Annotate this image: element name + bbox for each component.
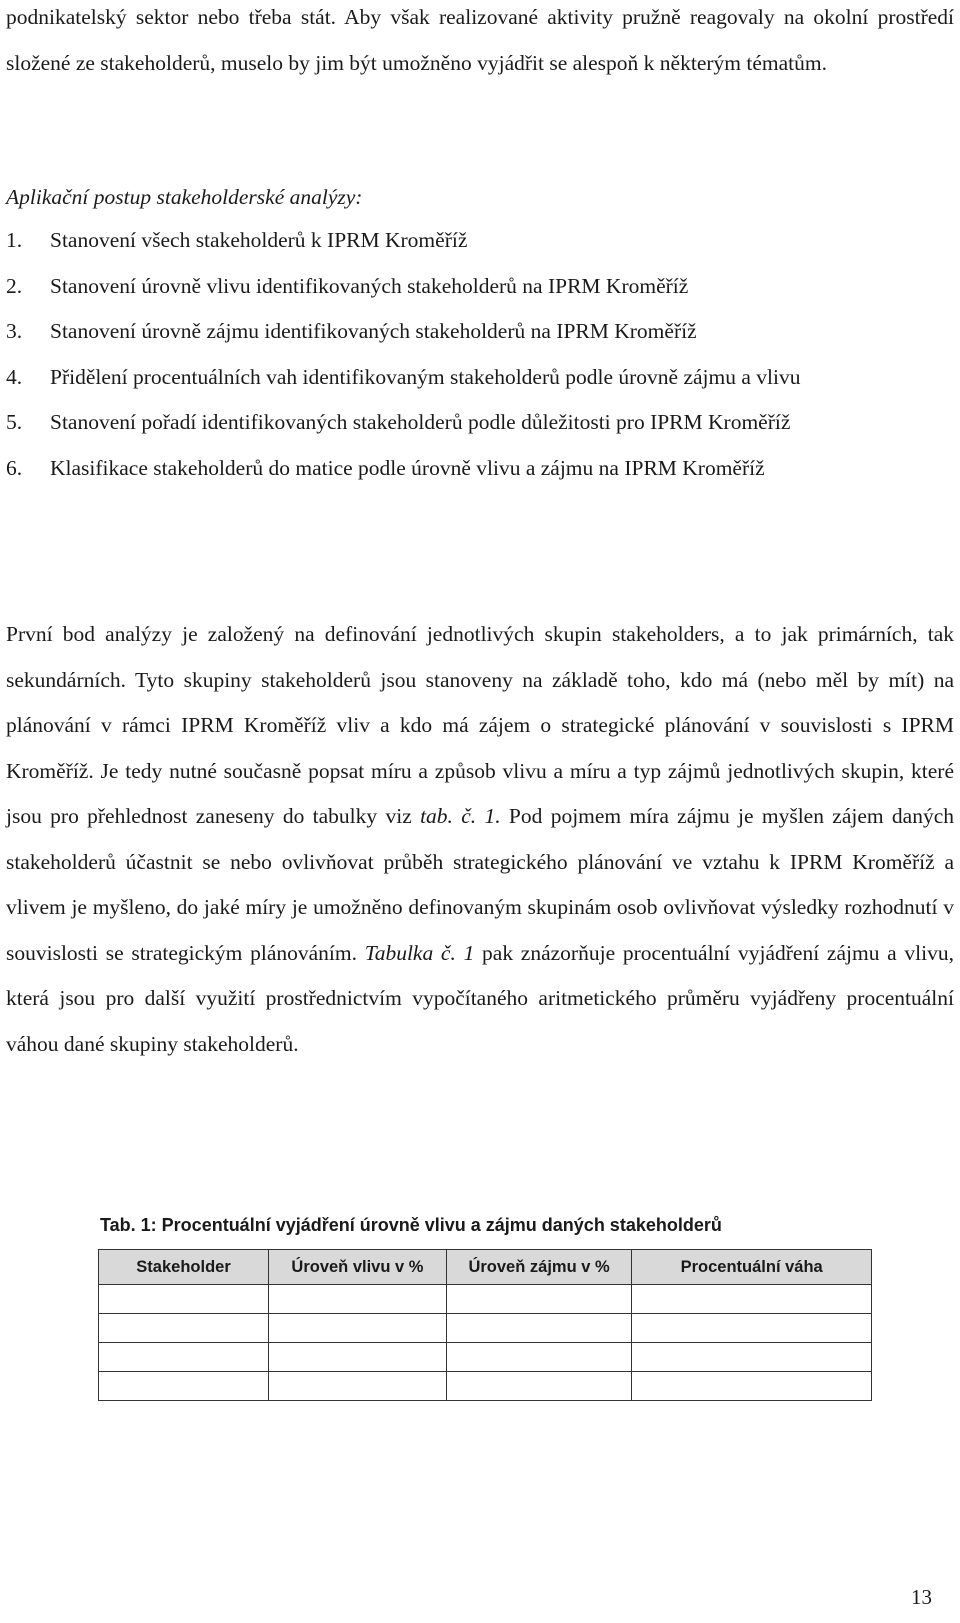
table-row bbox=[99, 1314, 872, 1343]
list-item: 4. Přidělení procentuálních vah identifikovaným stakeholderů podle úrovně zájmu a vlivu bbox=[6, 364, 801, 389]
table-cell bbox=[446, 1343, 632, 1372]
column-header-stakeholder: Stakeholder bbox=[99, 1250, 269, 1285]
table-row bbox=[99, 1372, 872, 1401]
table-cell bbox=[446, 1285, 632, 1314]
table-cell bbox=[632, 1285, 872, 1314]
intro-paragraph: podnikatelský sektor nebo třeba stát. Aby však realizované aktivity pružně reagovaly na okolní prostředí složené ze stakeholderů, muselo by jim být umožněno vyjádřit se alespoň k některým tématům. bbox=[6, 5, 954, 75]
column-header-interest: Úroveň zájmu v % bbox=[446, 1250, 632, 1285]
list-item: 1. Stanovení všech stakeholderů k IPRM Kroměříž bbox=[6, 228, 468, 252]
list-item: 6. Klasifikace stakeholderů do matice podle úrovně vlivu a zájmu na IPRM Kroměříž bbox=[6, 455, 765, 480]
table-cell bbox=[446, 1314, 632, 1343]
list-item: 2. Stanovení úrovně vlivu identifikovaných stakeholderů na IPRM Kroměříž bbox=[6, 273, 689, 298]
page-number: 13 bbox=[911, 1585, 932, 1609]
table-cell bbox=[632, 1343, 872, 1372]
procedure-heading: Aplikační postup stakeholderské analýzy: bbox=[6, 185, 363, 209]
table-header-row bbox=[99, 1250, 872, 1285]
table-reference: tab. č. 1. bbox=[420, 804, 501, 828]
column-header-influence: Úroveň vlivu v % bbox=[269, 1250, 447, 1285]
table-cell bbox=[269, 1343, 447, 1372]
table-cell bbox=[99, 1314, 269, 1343]
table-cell bbox=[99, 1285, 269, 1314]
table-row bbox=[99, 1285, 872, 1314]
column-header-weight: Procentuální váha bbox=[632, 1250, 872, 1285]
stakeholder-table bbox=[98, 1249, 872, 1401]
table-cell bbox=[269, 1372, 447, 1401]
table-cell bbox=[99, 1372, 269, 1401]
table-cell bbox=[99, 1343, 269, 1372]
table-cell bbox=[269, 1285, 447, 1314]
table-row bbox=[99, 1343, 872, 1372]
table-reference: Tabulka č. 1 bbox=[364, 940, 475, 965]
table-cell bbox=[632, 1314, 872, 1343]
analysis-paragraph: První bod analýzy je založený na definování jednotlivých skupin stakeholders, a to jak primárních, tak sekundárních. Tyto skupiny stakeholderů jsou stanoveny na základě toho, kdo má (nebo měl by mít) na plánování v rámci IPRM Kroměříž vliv a kdo má zájem o strategické plánování v souvislosti s IPRM Kroměříž. Je tedy nutné současně popsat míru a způsob vlivu a míru a typ zájmů jednotlivých skupin, které jsou pro přehlednost zaneseny do tabulky viz tab. č. 1. Pod pojmem míra zájmu je myšlen zájem daných stakeholderů účastnit se nebo ovlivňovat průběh strategického plánování ve vztahu k IPRM Kroměříž a vlivem je myšleno, do jaké míry je umožněno definovaným skupinám osob ovlivňovat výsledky rozhodnutí v souvislosti se strategickým plánováním. Tabulka č. 1 pak znázorňuje procentuální vyjádření zájmu a vlivu, která jsou pro další využití prostřednictvím vypočítaného aritmetického průměru vyjádřeny procentuální váhou dané skupiny stakeholderů. bbox=[6, 622, 955, 1056]
list-item: 3. Stanovení úrovně zájmu identifikovaných stakeholderů na IPRM Kroměříž bbox=[6, 319, 697, 343]
list-item: 5. Stanovení pořadí identifikovaných stakeholderů podle důležitosti pro IPRM Kroměříž bbox=[6, 410, 791, 434]
table-cell bbox=[269, 1314, 447, 1343]
table-cell bbox=[632, 1372, 872, 1401]
table-cell bbox=[446, 1372, 632, 1401]
table-caption: Tab. 1: Procentuální vyjádření úrovně vlivu a zájmu daných stakeholderů bbox=[100, 1215, 722, 1235]
procedure-steps-list bbox=[6, 218, 954, 491]
